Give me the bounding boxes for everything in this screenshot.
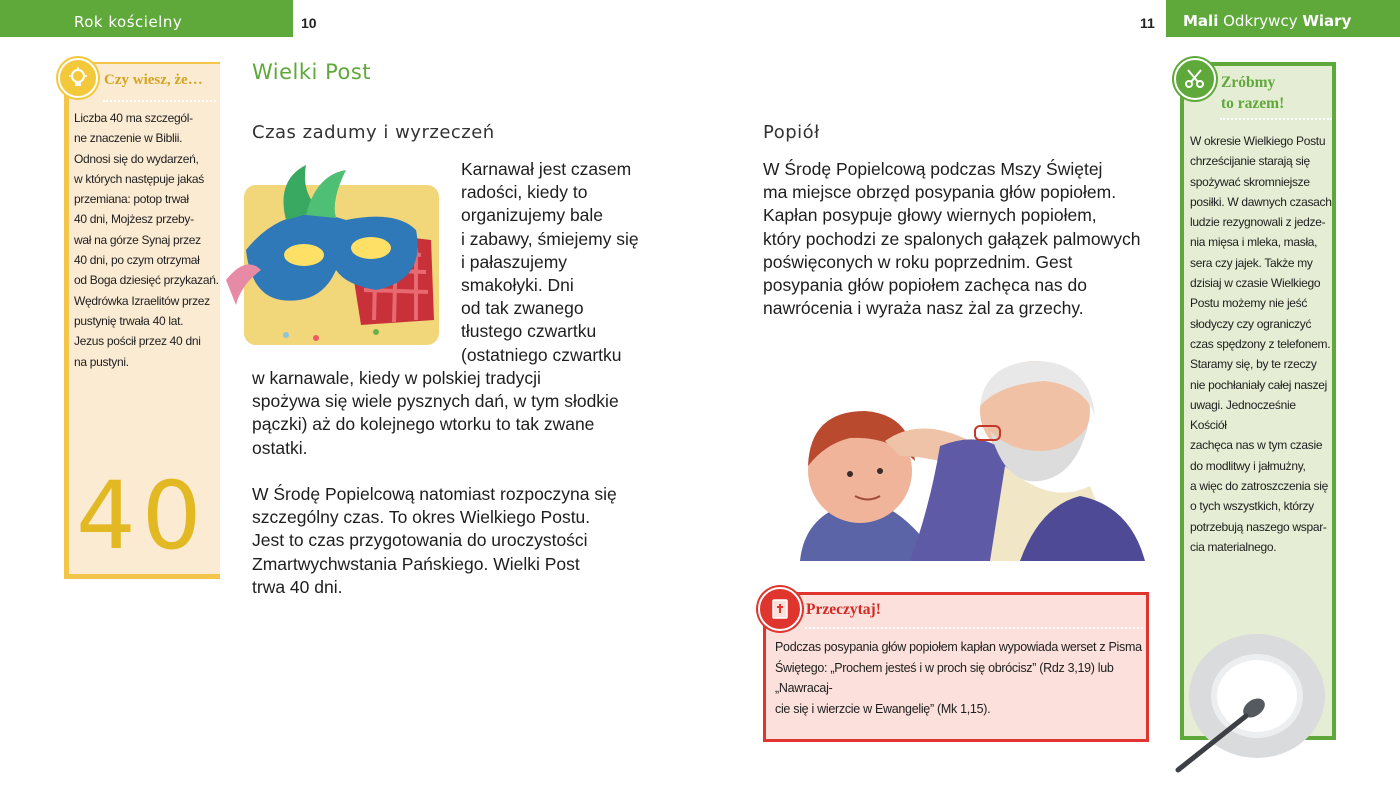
section-subtitle: Czas zadumy i wyrzeczeń xyxy=(252,122,495,143)
series-title xyxy=(1183,12,1351,30)
lets-do-it-together-title: Zróbmy to razem! xyxy=(1221,74,1285,112)
scissors-icon xyxy=(1174,58,1216,100)
read-box-text: Podczas posypania głów popiołem kapłan wypowiada werset z Pisma Świętego: „Prochem jesteś i w proch się obrócisz” (Rdz 3,19) lub „Nawracaj- cie się i wierzcie w Ewangelię” (Mk 1,15). xyxy=(775,640,1142,716)
divider xyxy=(103,100,216,102)
series-title-part-2: Odkrywcy xyxy=(1223,12,1298,30)
plate-with-spoon-illustration xyxy=(1172,628,1342,778)
lightbulb-icon xyxy=(58,58,98,98)
read-box-title: Przeczytaj! xyxy=(806,601,881,618)
did-you-know-text: Liczba 40 ma szczegól- ne znaczenie w Biblii. Odnosi się do wydarzeń, w których następuje jakaś przemiana: potop trwał 40 dni, Mojżesz przeby- wał na górze Synaj przez 40 dni, po czym otrzymał od Boga dziesięć przykazań. Wędrówka Izraelitów przez pustynię trwała 40 lat. Jezus pościł przez 40 dni na pustyni. xyxy=(74,111,219,369)
bible-icon xyxy=(758,587,802,631)
series-title-part-1: Mali xyxy=(1183,12,1219,30)
did-you-know-title: Czy wiesz, że… xyxy=(104,72,203,88)
carnival-masks-illustration xyxy=(226,160,446,350)
priest-ashes-illustration xyxy=(790,356,1150,561)
divider xyxy=(805,627,1143,629)
divider xyxy=(1220,118,1332,120)
page-title: Wielki Post xyxy=(252,60,372,84)
paragraph-carnival-top: Karnawał jest czasem radości, kiedy to organizujemy bale i zabawy, śmiejemy się i pałaszujemy smakołyki. Dni od tak zwanego tłustego czwartku (ostatniego czwartku xyxy=(461,159,639,365)
series-title-part-3: Wiary xyxy=(1302,12,1352,30)
paragraph-ash-wednesday: W Środę Popielcową podczas Mszy Świętej ma miejsce obrzęd posypania głów popiołem. Kapłan posypuje głowy wiernych popiołem, który pochodzi ze spalonych gałązek palmowych poświęconych w roku poprzednim. Gest posypania głów popiołem zachęca nas do nawrócenia i wyraża nasz żal za grzechy. xyxy=(763,159,1141,319)
lets-do-it-together-text: W okresie Wielkiego Postu chrześcijanie starają się spożywać skromniejsze posiłki. W dawnych czasach ludzie rezygnowali z jedze- nia mięsa i mleka, masła, sera czy jajek. Także my dzisiaj w czasie Wielkiego Postu możemy nie jeść słodyczy czy ograniczyć czas spędzony z telefonem. Staramy się, by te rzeczy nie pochłaniały całej naszej uwagi. Jednocześnie Kościół zachęca nas w tym czasie do modlitwy i jałmużny, a więc do zatroszczenia się o tych wszystkich, którzy potrzebują naszego wspar- cia materialnego. xyxy=(1190,134,1332,554)
paragraph-carnival-bottom: w karnawale, kiedy w polskiej tradycji spożywa się wiele pysznych dań, w tym słodkie pączki) aż do kolejnego wtorku to tak zwane ostatki. xyxy=(252,368,619,458)
page-number-left: 10 xyxy=(301,15,317,31)
section-label: Rok kościelny xyxy=(74,13,183,31)
paragraph-lent: W Środę Popielcową natomiast rozpoczyna się szczególny czas. To okres Wielkiego Postu. Jest to czas przygotowania do uroczystości Zmartwychwstania Pańskiego. Wielki Post trwa 40 dni. xyxy=(252,484,617,597)
page-number-right: 11 xyxy=(1140,15,1155,31)
ash-subtitle: Popiół xyxy=(763,122,820,143)
big-number-40: 40 xyxy=(76,462,208,571)
